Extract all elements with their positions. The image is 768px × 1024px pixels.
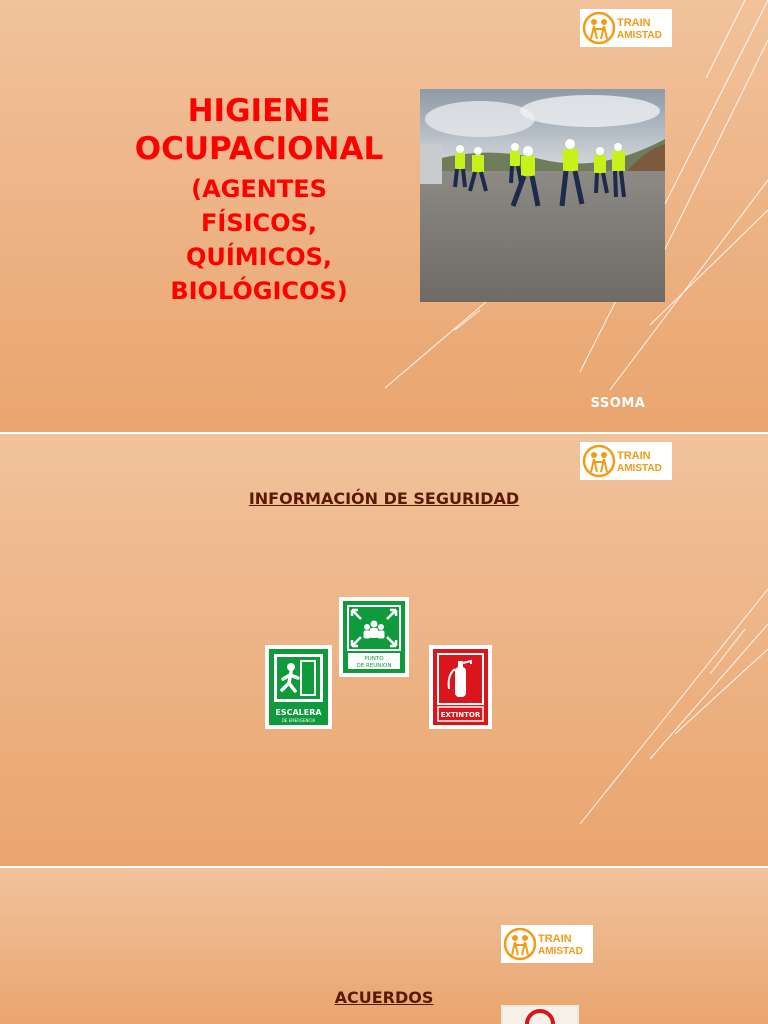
subtitle-line: FÍSICOS,	[201, 209, 317, 237]
slide-title: HIGIENE OCUPACIONAL	[134, 93, 384, 167]
logo-text-line2: AMISTAD	[538, 946, 583, 957]
subtitle-line: QUÍMICOS,	[185, 243, 333, 271]
sign-sublabel: DE REUNION	[356, 663, 392, 669]
logo-text-line1: TRAIN	[617, 450, 651, 462]
footer-label: SSOMA	[590, 396, 646, 411]
slide-1	[0, 0, 768, 432]
sign-label: EXTINTOR	[440, 711, 481, 719]
sign-label: PUNTO	[364, 656, 384, 662]
logo-text-line1: TRAIN	[617, 17, 651, 29]
sign-label: ESCALERA	[275, 708, 322, 717]
train-amistad-logo	[580, 442, 672, 480]
logo-text-line1: TRAIN	[538, 933, 572, 945]
train-amistad-logo	[501, 925, 593, 963]
subtitle-line: (AGENTES	[191, 175, 327, 203]
slide-heading: INFORMACIÓN DE SEGURIDAD	[248, 489, 520, 508]
slide-heading: ACUERDOS	[334, 988, 434, 1007]
logo-text-line2: AMISTAD	[617, 30, 662, 41]
workers-photo	[420, 89, 665, 302]
sign-escalera	[265, 645, 332, 733]
partial-sign-image	[501, 1005, 579, 1024]
subtitle-line: BIOLÓGICOS)	[170, 277, 348, 305]
logo-text-line2: AMISTAD	[617, 463, 662, 474]
slide-subtitle	[100, 172, 418, 308]
sign-sublabel: DE EMERGENCIA	[281, 718, 316, 723]
sign-extintor	[429, 645, 492, 733]
sign-punto-reunion	[339, 597, 409, 681]
train-amistad-logo	[580, 9, 672, 47]
